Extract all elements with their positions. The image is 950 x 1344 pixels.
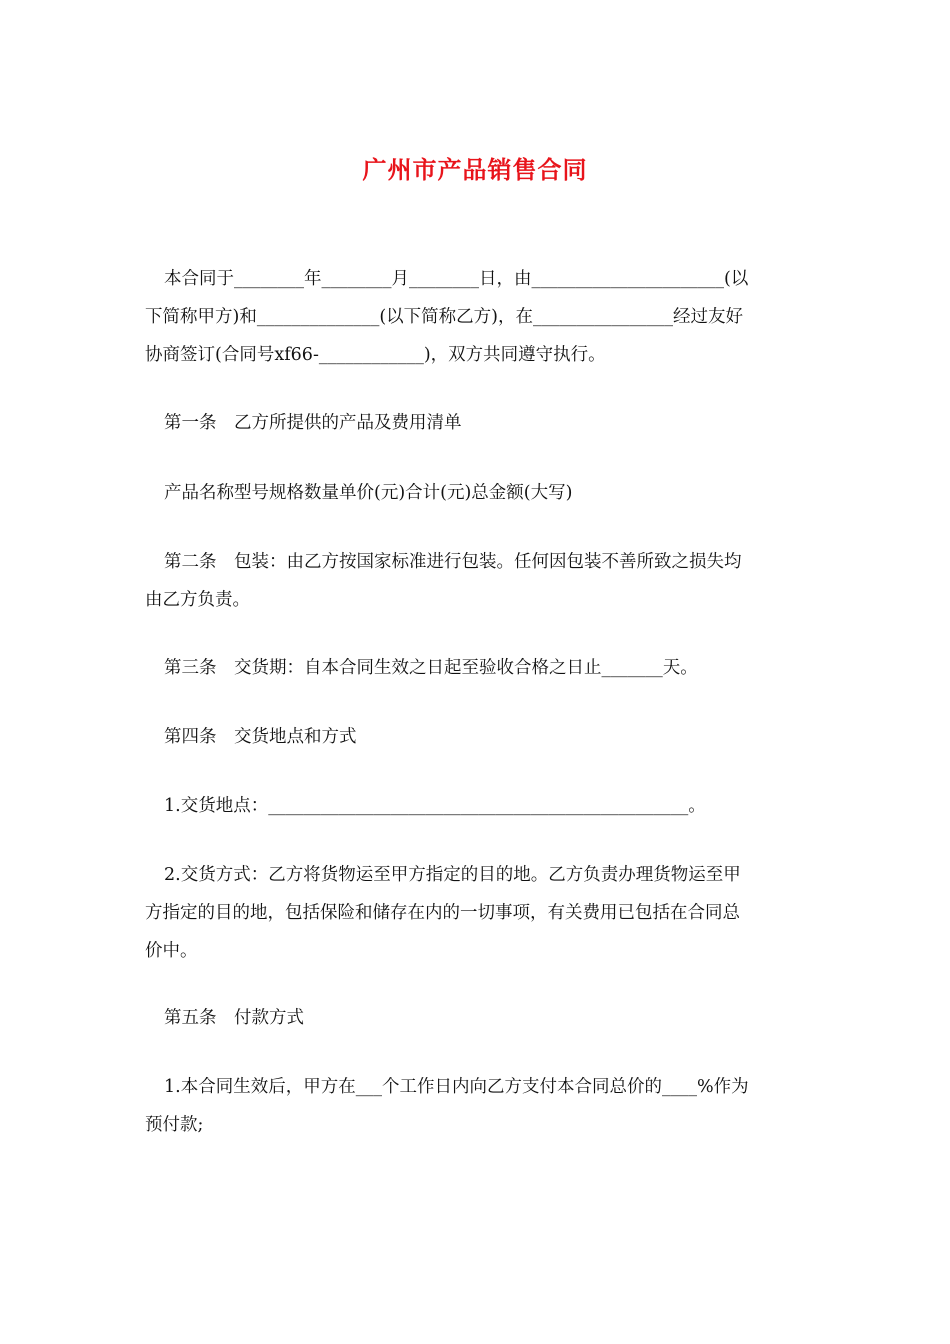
text-line: 1.交货地点：________________________________________________。 <box>164 796 706 816</box>
text-line: 协商签订(合同号xf66-____________)，双方共同遵守执行。 <box>145 345 606 365</box>
paragraph-article-4-1 <box>145 787 810 825</box>
text-line: 第四条 交货地点和方式 <box>164 727 357 747</box>
text-line: 方指定的目的地，包括保险和储存在内的一切事项，有关费用已包括在合同总 <box>145 903 740 923</box>
paragraph-article-5-1 <box>145 1068 810 1144</box>
text-line: 预付款; <box>145 1115 204 1135</box>
text-line: 下简称甲方)和______________(以下简称乙方)，在________________经过友好 <box>145 307 743 327</box>
paragraph-product-table-header <box>145 474 810 512</box>
text-line: 1.本合同生效后，甲方在___个工作日内向乙方支付本合同总价的____%作为 <box>164 1077 749 1097</box>
text-line: 第一条 乙方所提供的产品及费用清单 <box>164 413 462 433</box>
text-line: 第二条 包装：由乙方按国家标准进行包装。任何因包装不善所致之损失均 <box>164 552 742 572</box>
paragraph-article-4 <box>145 718 810 756</box>
paragraph-article-4-2 <box>145 856 810 970</box>
paragraph-article-3 <box>145 649 810 687</box>
text-line: 2.交货方式：乙方将货物运至甲方指定的目的地。乙方负责办理货物运至甲 <box>164 865 741 885</box>
text-line: 价中。 <box>145 941 198 961</box>
text-line: 本合同于________年________月________日，由______________________(以 <box>164 269 749 289</box>
paragraph-article-1 <box>145 404 810 442</box>
text-line: 产品名称型号规格数量单价(元)合计(元)总金额(大写) <box>164 483 573 503</box>
paragraph-intro <box>145 260 810 374</box>
paragraph-article-2 <box>145 543 810 619</box>
paragraph-article-5 <box>145 999 810 1037</box>
text-line: 由乙方负责。 <box>145 590 250 610</box>
document-title: 广州市产品销售合同 <box>362 156 588 184</box>
text-line: 第五条 付款方式 <box>164 1008 304 1028</box>
text-line: 第三条 交货期：自本合同生效之日起至验收合格之日止_______天。 <box>164 658 698 678</box>
